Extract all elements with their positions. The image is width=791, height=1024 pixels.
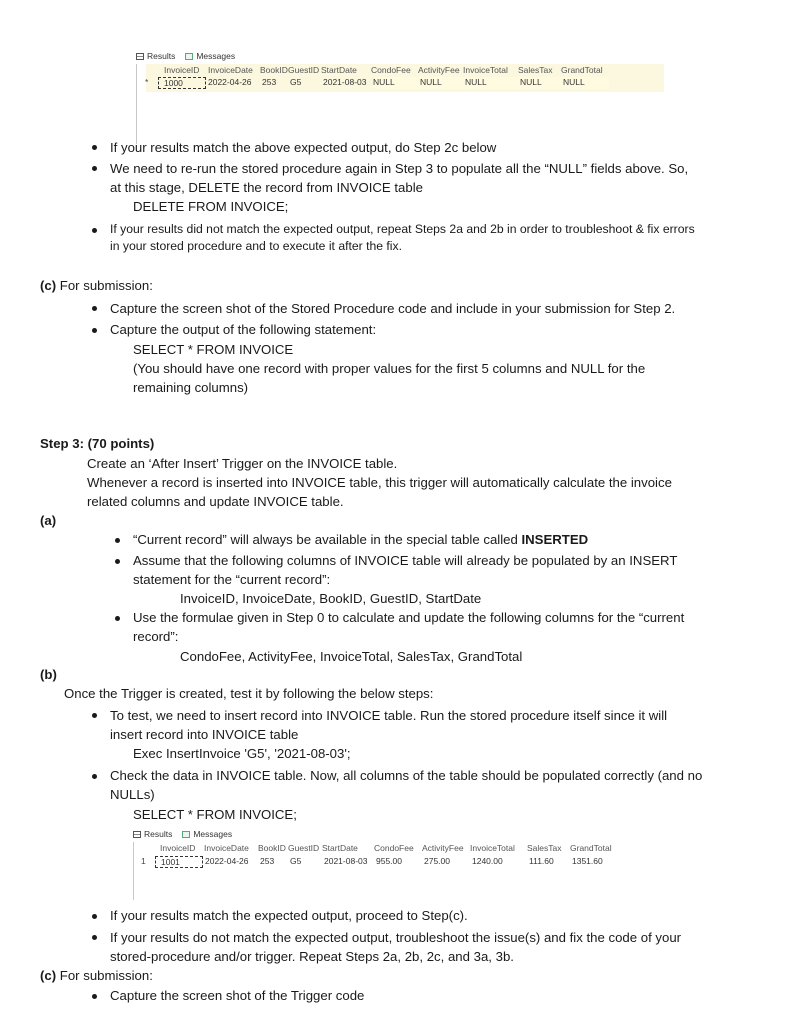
list1-line-3: at this stage, DELETE the record from INVOICE table [110,180,423,195]
tab-messages[interactable]: Messages [182,829,232,839]
cell-startdate: 2021-08-03 [323,77,367,87]
col-invoiceid: InvoiceID [164,65,200,75]
col-invoicetotal: InvoiceTotal [463,65,508,75]
cell-salestax: 111.60 [529,856,554,866]
c2-item-1: Capture the screen shot of the Trigger code [110,988,365,1003]
step3-heading: Step 3: (70 points) [40,436,155,451]
list1-line-1: If your results match the above expected output, do Step 2c below [110,140,497,155]
grid-left-border [133,842,134,900]
b-item-2b: NULLs) [110,787,155,802]
a-columns-2: CondoFee, ActivityFee, InvoiceTotal, SalesTax, GrandTotal [180,649,523,664]
cell-invoicetotal: 1240.00 [472,856,503,866]
bullet [92,994,97,999]
list1-line-5: If your results did not match the expected output, repeat Steps 2a and 2b in order to troubleshoot & fix errors [110,222,695,236]
results-grid-1 [136,48,664,144]
bullet [115,616,120,621]
sql-select-1: SELECT * FROM INVOICE [133,342,294,357]
results-tabs [136,49,235,63]
table-row[interactable] [155,856,618,868]
col-salestax: SalesTax [527,843,562,853]
row-number: 1 [141,856,146,866]
col-bookid: BookID [260,65,288,75]
section-c1-heading [40,277,153,294]
tab-messages[interactable]: Messages [185,51,235,61]
label-a: (a) [40,513,57,528]
sql-select-2: SELECT * FROM INVOICE; [133,807,297,822]
a-item-3b: record”: [133,629,179,644]
c1-note-2: remaining columns) [133,380,249,395]
list2-line-2: If your results do not match the expected output, troubleshoot the issue(s) and fix the code of your [110,930,682,945]
step3-intro-1: Create an ‘After Insert’ Trigger on the INVOICE table. [87,456,398,471]
bullet [92,328,97,333]
cell-grandtotal: NULL [563,77,609,89]
c1-item-2: Capture the output of the following statement: [110,322,377,337]
inserted-keyword: INSERTED [521,532,589,547]
bullet [115,559,120,564]
a-item-3: Use the formulae given in Step 0 to calculate and update the following columns for the “current [133,610,685,625]
bullet [92,166,97,171]
col-invoicetotal: InvoiceTotal [470,843,515,853]
section-c1-label: (c) [40,278,57,293]
grid-icon [136,53,144,60]
bullet [92,713,97,718]
col-activityfee: ActivityFee [418,65,460,75]
messages-icon [185,53,193,60]
b-intro: Once the Trigger is created, test it by following the below steps: [64,686,434,701]
cell-invoicedate: 2022-04-26 [208,77,252,87]
bullet [92,228,97,233]
col-startdate: StartDate [321,65,357,75]
cell-condofee: NULL [373,77,420,89]
sql-exec: Exec InsertInvoice 'G5', '2021-08-03'; [133,746,351,761]
cell-grandtotal: 1351.60 [572,856,603,866]
cell-invoicedate: 2022-04-26 [205,856,249,866]
sql-delete: DELETE FROM INVOICE; [133,199,289,214]
a-item-2b: statement for the “current record”: [133,572,331,587]
cell-startdate: 2021-08-03 [324,856,368,866]
header-row [160,843,616,853]
cell-bookid: 253 [262,77,277,87]
cell-guestid: G5 [290,856,302,866]
col-grandtotal: GrandTotal [570,843,612,853]
cell-invoiceid[interactable]: 1001 [155,856,203,868]
b-item-1b: insert record into INVOICE table [110,727,299,742]
table-row[interactable] [158,77,609,89]
messages-icon [182,831,190,838]
cell-invoicetotal: NULL [465,77,520,89]
col-invoicedate: InvoiceDate [204,843,249,853]
col-bookid: BookID [258,843,286,853]
list1-line-6: in your stored procedure and to execute it after the fix. [110,239,402,253]
bullet [92,774,97,779]
section-c2-text: For submission: [56,968,153,983]
col-activityfee: ActivityFee [422,843,464,853]
b-item-1: To test, we need to insert record into INVOICE table. Run the stored procedure itself since it will [110,708,668,723]
a-columns-1: InvoiceID, InvoiceDate, BookID, GuestID, StartDate [180,591,482,606]
list2-line-3: stored-procedure and/or trigger. Repeat Steps 2a, 2b, 2c, and 3a, 3b. [110,949,514,964]
bullet [92,306,97,311]
grid-left-border [136,64,137,144]
step3-intro-2: Whenever a record is inserted into INVOICE table, this trigger will automatically calculate the invoice [87,475,672,490]
header-row [164,65,607,75]
list1-line-2: We need to re-run the stored procedure again in Step 3 to populate all the “NULL” fields above. So, [110,161,689,176]
cell-activityfee: NULL [420,77,465,89]
col-guestid: GuestID [288,843,320,853]
c1-note-1: (You should have one record with proper values for the first 5 columns and NULL for the [133,361,646,376]
cell-condofee: 955.00 [376,856,402,866]
a-item-2: Assume that the following columns of INVOICE table will already be populated by an INSERT [133,553,678,568]
col-guestid: GuestID [288,65,320,75]
b-item-2: Check the data in INVOICE table. Now, all columns of the table should be populated correctly (and no [110,768,703,783]
bullet [115,538,120,543]
label-b: (b) [40,667,57,682]
col-condofee: CondoFee [371,65,411,75]
col-startdate: StartDate [322,843,358,853]
results-grid-2 [133,826,648,900]
step3-intro-3: related columns and update INVOICE table. [87,494,344,509]
tab-results[interactable]: Results [136,51,175,61]
section-c2-label: (c) [40,968,57,983]
cell-salestax: NULL [520,77,563,89]
a-item-1 [133,531,588,548]
cell-bookid: 253 [260,856,275,866]
cell-activityfee: 275.00 [424,856,450,866]
bullet [92,935,97,940]
grid-icon [133,831,141,838]
results-tabs [133,827,232,841]
a-item-1-text: “Current record” will always be available in the special table called [133,532,522,547]
col-invoicedate: InvoiceDate [208,65,253,75]
cell-guestid: G5 [290,77,302,87]
col-invoiceid: InvoiceID [160,843,196,853]
col-grandtotal: GrandTotal [561,65,603,75]
c1-item-1: Capture the screen shot of the Stored Procedure code and include in your submission for Step 2. [110,301,676,316]
bullet [92,914,97,919]
bullet [92,145,97,150]
section-c1-text: For submission: [56,278,153,293]
list2-line-1: If your results match the expected output, proceed to Step(c). [110,908,468,923]
col-condofee: CondoFee [374,843,414,853]
section-c2-heading [40,967,153,984]
cell-invoiceid[interactable]: 1000 [158,77,206,89]
tab-results[interactable]: Results [133,829,172,839]
col-salestax: SalesTax [518,65,553,75]
row-marker: * [145,77,149,87]
